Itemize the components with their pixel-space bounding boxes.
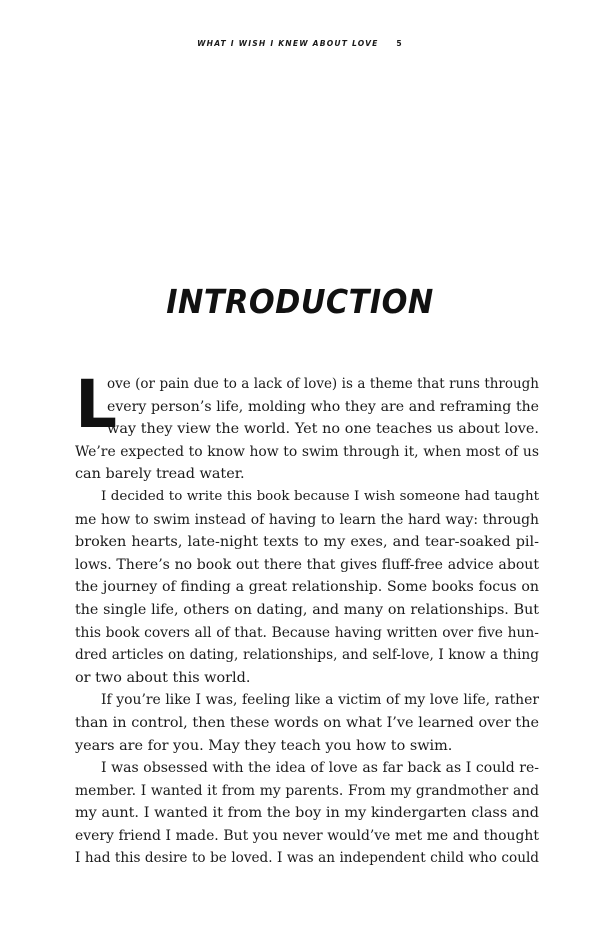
- text-line: every friend I made. But you never would’ve met me and thought: [75, 827, 539, 844]
- text-line: years are for you. May they teach you how to swim.: [75, 737, 453, 754]
- text-line: way they view the world. Yet no one teaches us about love.: [107, 421, 539, 438]
- chapter-title: INTRODUCTION: [166, 282, 434, 321]
- text-line: me how to swim instead of having to learn the hard way: through: [75, 511, 539, 528]
- page-number: 5: [396, 39, 403, 48]
- text-line: my aunt. I wanted it from the boy in my kindergarten class and: [75, 805, 539, 822]
- text-line: I had this desire to be loved. I was an independent child who could: [75, 850, 539, 867]
- running-head-title: WHAT I WISH I KNEW ABOUT LOVE: [197, 39, 379, 48]
- text-line: the single life, others on dating, and many on relationships. But: [75, 601, 539, 618]
- text-line: can barely tread water.: [75, 466, 245, 483]
- text-line: or two about this world.: [75, 669, 251, 686]
- body-text: [75, 366, 539, 870]
- text-line: this book covers all of that. Because having written over five hun-: [75, 624, 539, 641]
- text-line: We’re expected to know how to swim through it, when most of us: [75, 443, 539, 460]
- text-line: broken hearts, late-night texts to my exes, and tear-soaked pil-: [75, 534, 539, 551]
- text-line: If you’re like I was, feeling like a victim of my love life, rather: [101, 692, 539, 709]
- running-head: [0, 39, 600, 48]
- text-line: dred articles on dating, relationships, and self-love, I know a thing: [75, 647, 539, 664]
- text-line: ove (or pain due to a lack of love) is a theme that runs through: [107, 376, 539, 392]
- text-line: every person’s life, molding who they are and reframing the: [107, 398, 539, 415]
- text-line: the journey of finding a great relationship. Some books focus on: [75, 579, 539, 596]
- text-line: lows. There’s no book out there that gives fluff-free advice about: [75, 556, 539, 573]
- text-line: I was obsessed with the idea of love as far back as I could re-: [101, 760, 539, 777]
- text-line: member. I wanted it from my parents. From my grandmother and: [75, 782, 539, 799]
- drop-cap: L: [75, 366, 118, 443]
- text-line: than in control, then these words on what I’ve learned over the: [75, 714, 539, 731]
- text-line: I decided to write this book because I wish someone had taught: [101, 488, 539, 504]
